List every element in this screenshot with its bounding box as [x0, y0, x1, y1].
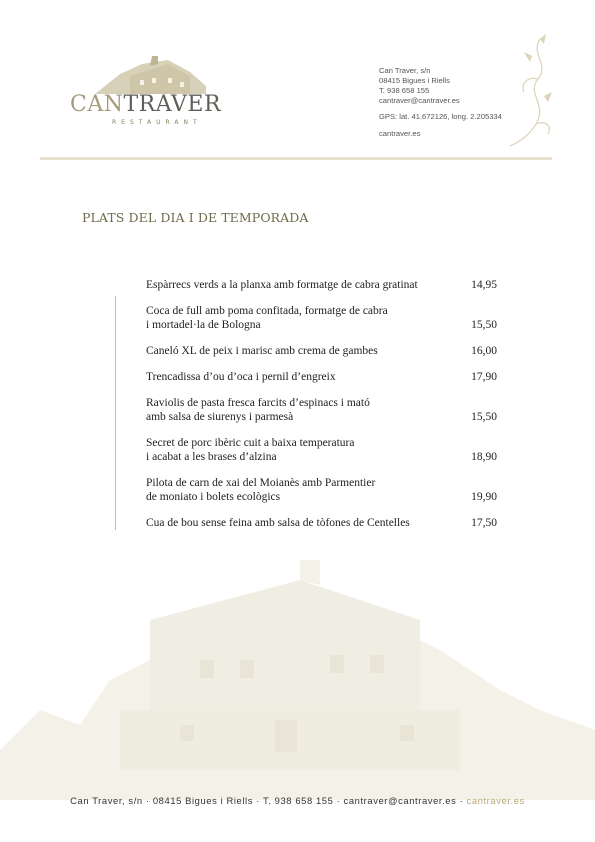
page-title: PLATS DEL DIA I DE TEMPORADA: [82, 210, 309, 225]
menu-list: [146, 278, 502, 542]
contact-gps: GPS: lat. 41.672126, long. 2.205334: [379, 112, 502, 121]
menu-item-price: 19,90: [471, 491, 497, 503]
menu-item: [146, 396, 502, 424]
menu-item: [146, 476, 502, 504]
menu-item-name: Secret de porc ibèric cuit a baixa temperatura i acabat a les brases d’alzina: [146, 437, 355, 463]
footer: [0, 795, 595, 806]
floral-ornament-icon: [500, 34, 560, 154]
restaurant-logo: [70, 56, 240, 136]
menu-item: [146, 436, 502, 464]
farmhouse-logo-icon: [90, 56, 210, 96]
menu-item-name: Caneló XL de peix i marisc amb crema de gambes: [146, 345, 378, 357]
menu-item: [146, 344, 502, 358]
footer-contact: Can Traver, s/n · 08415 Bigues i Riells · T. 938 658 155 · cantraver@cantraver.es ·: [70, 795, 467, 806]
footer-website-link[interactable]: cantraver.es: [466, 795, 525, 806]
menu-item: [146, 304, 502, 332]
menu-item-price: 15,50: [471, 319, 497, 331]
contact-website[interactable]: cantraver.es: [379, 129, 421, 138]
menu-item-name: Raviolis de pasta fresca farcits d’espinacs i mató amb salsa de siurenys i parmesà: [146, 397, 370, 423]
logo-wordmark: CANTRAVER: [70, 92, 222, 117]
contact-city: 08415 Bigues i Riells: [379, 76, 450, 85]
menu-item-name: Trencadissa d’ou d’oca i pernil d’engreix: [146, 371, 336, 383]
menu-item-name: Cua de bou sense feina amb salsa de tòfones de Centelles: [146, 517, 410, 529]
menu-item: [146, 278, 502, 292]
menu-item-price: 18,90: [471, 451, 497, 463]
contact-phone: T. 938 658 155: [379, 86, 430, 95]
menu-item-price: 14,95: [471, 279, 497, 291]
menu-item-price: 17,50: [471, 517, 497, 529]
contact-address: Can Traver, s/n: [379, 66, 431, 75]
menu-item-name: Espàrrecs verds a la planxa amb formatge de cabra gratinat: [146, 279, 418, 291]
logo-subtitle: RESTAURANT: [112, 119, 202, 126]
farmhouse-watermark: [0, 560, 595, 800]
menu-item-name: Pilota de carn de xai del Moianès amb Parmentier de moniato i bolets ecològics: [146, 477, 376, 503]
menu-vertical-rule: [115, 296, 116, 530]
header-divider: [40, 157, 552, 160]
menu-item-price: 17,90: [471, 371, 497, 383]
menu-item-price: 15,50: [471, 411, 497, 423]
menu-item: [146, 516, 502, 530]
menu-item-price: 16,00: [471, 345, 497, 357]
menu-item: [146, 370, 502, 384]
contact-email[interactable]: cantraver@cantraver.es: [379, 96, 460, 105]
contact-block: [379, 66, 502, 139]
menu-item-name: Coca de full amb poma confitada, formatge de cabra i mortadel·la de Bologna: [146, 305, 388, 331]
